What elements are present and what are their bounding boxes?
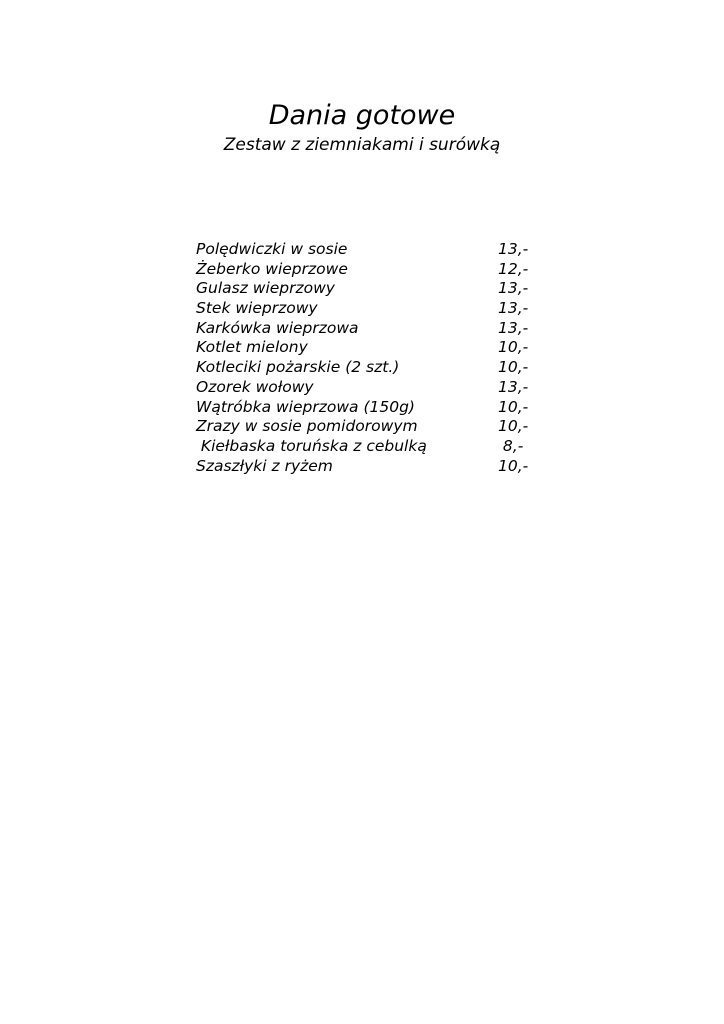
- list-item: [196, 299, 546, 319]
- list-item: [196, 240, 546, 260]
- dish-price: 13,-: [498, 377, 529, 396]
- dish-price: 13,-: [498, 279, 529, 298]
- list-item: [196, 437, 546, 457]
- page-subtitle: Zestaw z ziemniakami i surówką: [223, 135, 501, 155]
- dish-name: Ozorek wołowy: [196, 377, 314, 396]
- dish-price: 10,-: [498, 397, 529, 416]
- list-item: [196, 398, 546, 418]
- dish-name: Polędwiczki w sosie: [196, 240, 348, 258]
- dish-price: 10,-: [498, 358, 529, 377]
- dish-list: [196, 240, 546, 476]
- list-item: [196, 319, 546, 339]
- list-item: [196, 338, 546, 358]
- dish-name: Zrazy w sosie pomidorowym: [196, 417, 418, 436]
- dish-price: 13,-: [498, 240, 529, 258]
- dish-price: 13,-: [498, 299, 529, 318]
- list-item: [196, 260, 546, 280]
- list-item: [196, 378, 546, 398]
- dish-price: 13,-: [498, 318, 529, 337]
- dish-price: 12,-: [498, 259, 529, 278]
- dish-name: Wątróbka wieprzowa (150g): [196, 397, 415, 416]
- dish-name: Szaszłyki z ryżem: [196, 456, 333, 475]
- dish-price: 10,-: [498, 456, 529, 475]
- dish-price: 8,-: [498, 436, 524, 455]
- page-title: Dania gotowe: [268, 100, 456, 131]
- dish-price: 10,-: [498, 417, 529, 436]
- dish-name: Kotlet mielony: [196, 338, 308, 357]
- dish-name: Gulasz wieprzowy: [196, 279, 335, 298]
- dish-name: Karkówka wieprzowa: [196, 318, 359, 337]
- dish-name: Stek wieprzowy: [196, 299, 318, 318]
- dish-name: Kiełbaska toruńska z cebulką: [196, 436, 427, 455]
- list-item: [196, 457, 546, 477]
- dish-name: Kotleciki pożarskie (2 szt.): [196, 358, 400, 377]
- dish-name: Żeberko wieprzowe: [196, 259, 348, 278]
- list-item: [196, 417, 546, 437]
- list-item: [196, 279, 546, 299]
- list-item: [196, 358, 546, 378]
- dish-price: 10,-: [498, 338, 529, 357]
